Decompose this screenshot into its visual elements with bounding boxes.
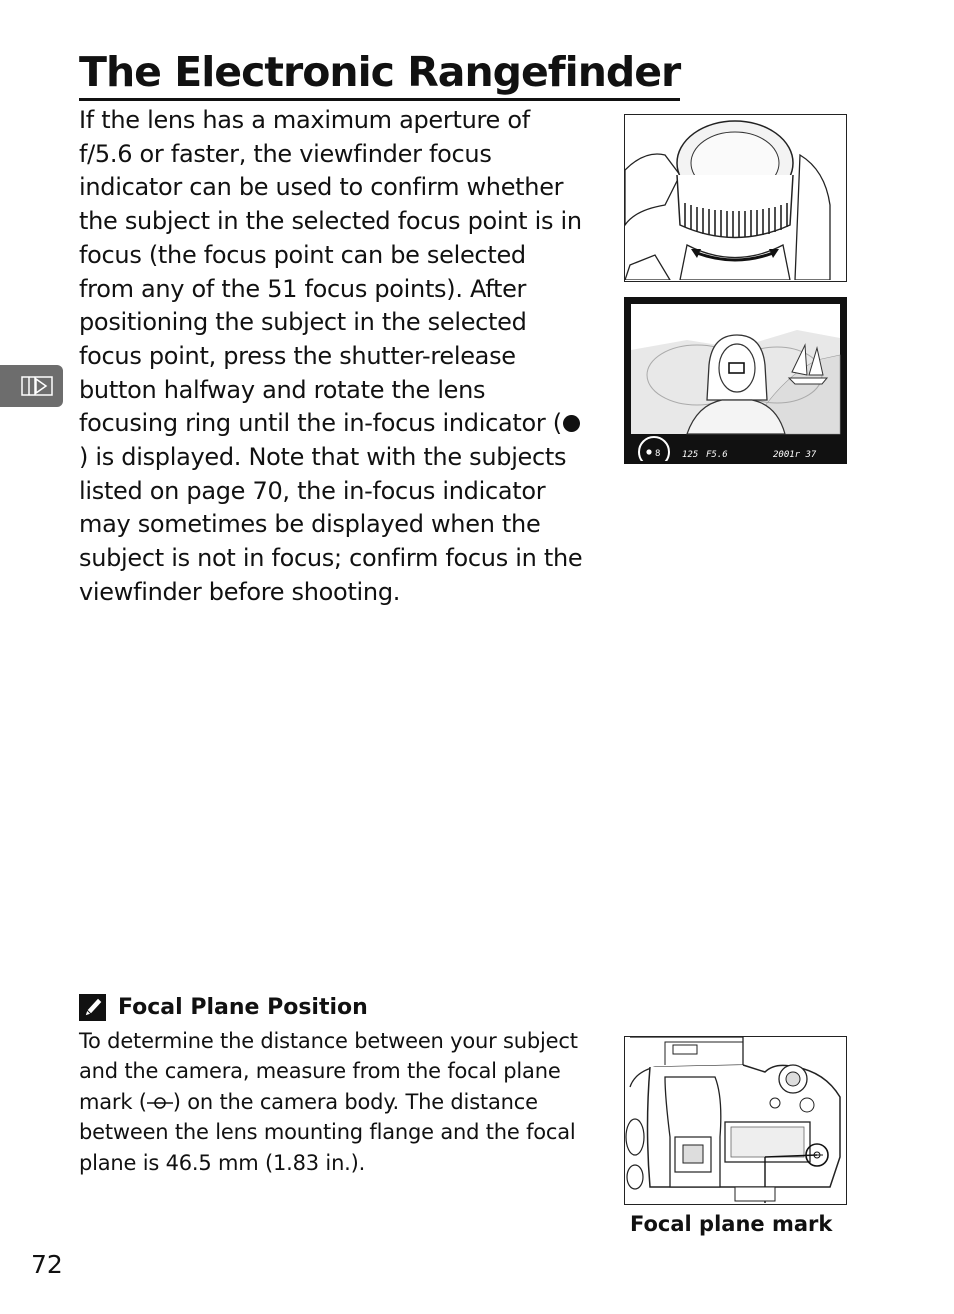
shooting-mode-icon (0, 365, 63, 407)
viewfinder-illustration (624, 297, 847, 464)
page-number: 72 (31, 1250, 63, 1279)
body-paragraph (79, 104, 584, 610)
pencil-note-icon (79, 994, 106, 1021)
focal-plane-mark-icon (147, 1096, 173, 1110)
viewfinder-aperture: F5.6 (706, 450, 728, 460)
figure-caption: Focal plane mark (630, 1212, 833, 1236)
note-header (79, 991, 368, 1023)
viewfinder-shutter-speed: 125 (682, 450, 699, 460)
section-tab (0, 365, 63, 407)
in-focus-indicator-icon (563, 415, 580, 432)
note-paragraph (79, 1026, 589, 1178)
body-text-part-1: If the lens has a maximum aperture of f/5.6 or faster, the viewfinder focus indicator can be used to confirm whether the subject in the selected focus point is in focus (the focus point can be selected from any of the 51 focus points). After positioning the subject in the selected focus point, press the shutter-release button halfway and rotate the lens focusing ring until the in-focus indicator ( (79, 106, 582, 438)
lens-focusing-ring-illustration (624, 114, 847, 282)
body-text-part-2: ) is displayed. Note that with the subjects listed on page 70, the in-focus indicator may sometimes be displayed when the subject is not in focus; confirm focus in the viewfinder before shooting. (79, 443, 583, 606)
viewfinder-remaining-exposures: 2001r 37 (773, 450, 817, 460)
page-title: The Electronic Rangefinder (79, 46, 680, 101)
note-text-part-2: ) on the camera body. The distance between the lens mounting flange and the focal plane is 46.5 mm (1.83 in.). (79, 1089, 576, 1175)
camera-top-illustration (624, 1036, 847, 1205)
note-text-part-1: To determine the distance between your subject and the camera, measure from the focal plane mark ( (79, 1029, 578, 1114)
svg-text:8: 8 (655, 449, 661, 459)
note-title: Focal Plane Position (118, 994, 368, 1020)
